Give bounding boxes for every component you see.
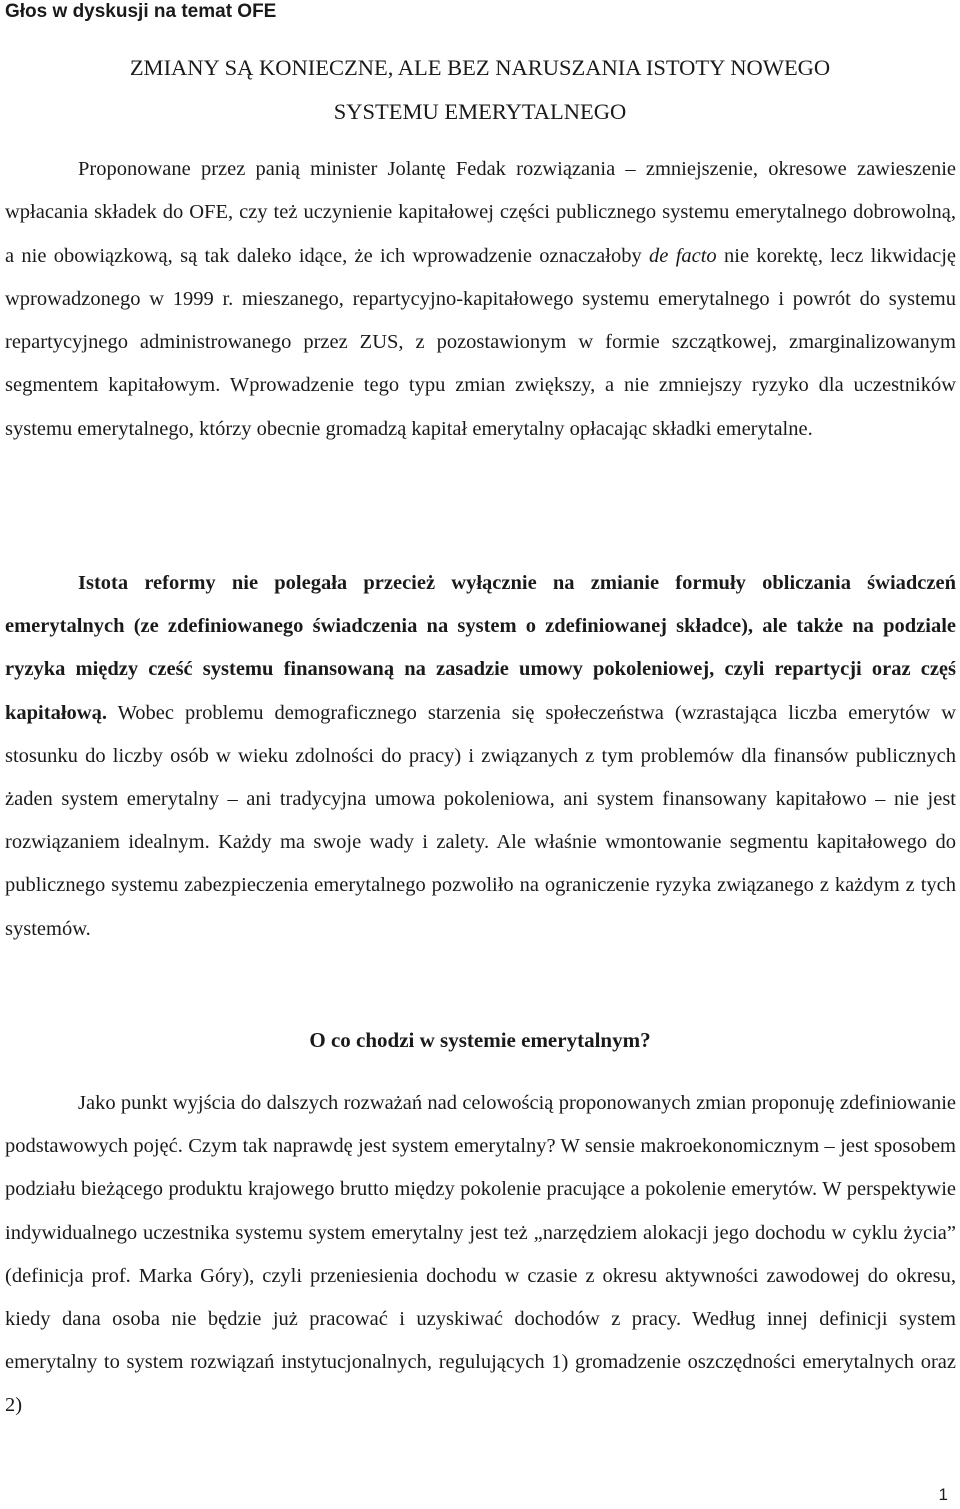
section-heading: O co chodzi w systemie emerytalnym? <box>309 1028 651 1052</box>
page-number: 1 <box>938 1485 948 1504</box>
document-title <box>0 46 960 134</box>
paragraph-1-text-b: nie korektę, lecz likwidację wprowadzonego w 1999 r. mieszanego, repartycyjno-kapitałowego systemu emerytalnego i powrót do systemu repartycyjnego administrowanego przez ZUS, z pozostawionym w formie szczątkowej, zmarginalizowanym segmentem kapitałowym. Wprowadzenie tego typu zmian zwiększy, a nie zmniejszy ryzyko dla uczestników systemu emerytalnego, którzy obecnie gromadzą kapitał emerytalny opłacając składki emerytalne. <box>5 244 956 440</box>
paragraph-1 <box>5 148 956 451</box>
paragraph-3: Jako punkt wyjścia do dalszych rozważań nad celowością proponowanych zmian proponuję zdefiniowanie podstawowych pojęć. Czym tak naprawdę jest system emerytalny? W sensie makroekonomicznym – jest sposobem podziału bieżącego produktu krajowego brutto między pokolenie pracujące a pokolenie emerytów. W perspektywie indywidualnego uczestnika systemu system emerytalny jest też „narzędziem alokacji jego dochodu w cyklu życia” (definicja prof. Marka Góry), czyli przeniesienia dochodu w czasie z okresu aktywności zawodowej do okresu, kiedy dana osoba nie będzie już pracować i uzyskiwać dochodów z pracy. Według innej definicji system emerytalny to system rozwiązań instytucjonalnych, regulujących 1) gromadzenie oszczędności emerytalnych oraz 2) <box>5 1092 956 1417</box>
document-header-label: Głos w dyskusji na temat OFE <box>5 1 277 22</box>
paragraph-2-bold-text: Istota reformy nie polegała przecież wyłącznie na zmianie formuły obliczania świadczeń emerytalnych (ze zdefiniowanego świadczenia na system o zdefiniowanej składce), ale także na podziale ryzyka między cześć systemu finansowaną na zasadzie umowy pokoleniowej, czyli repartycji oraz częś kapitałową. <box>5 572 956 724</box>
paragraph-2 <box>5 562 956 951</box>
paragraph-1-italic: de facto <box>649 244 717 267</box>
document-title-line-1: ZMIANY SĄ KONIECZNE, ALE BEZ NARUSZANIA ISTOTY NOWEGO <box>129 55 831 80</box>
paragraph-1-text-a: Proponowane przez panią minister Jolantę Fedak rozwiązania – zmniejszenie, okresowe zawieszenie wpłacania składek do OFE, czy też uczynienie kapitałowej części publicznego systemu emerytalnego dobrowolną, a nie obowiązkową, są tak daleko idące, że ich wprowadzenie oznaczałoby <box>5 158 956 267</box>
document-title-line-2: SYSTEMU EMERYTALNEGO <box>333 99 627 124</box>
paragraph-2-text: Wobec problemu demograficznego starzenia się społeczeństwa (wzrastająca liczba emerytów w stosunku do liczby osób w wieku zdolności do pracy) i związanych z tym problemów dla finansów publicznych żaden system emerytalny – ani tradycyjna umowa pokoleniowa, ani system finansowany kapitałowo – nie jest rozwiązaniem idealnym. Każdy ma swoje wady i zalety. Ale właśnie wmontowanie segmentu kapitałowego do publicznego systemu zabezpieczenia emerytalnego pozwoliło na ograniczenie ryzyka związanego z każdym z tych systemów. <box>5 701 956 940</box>
